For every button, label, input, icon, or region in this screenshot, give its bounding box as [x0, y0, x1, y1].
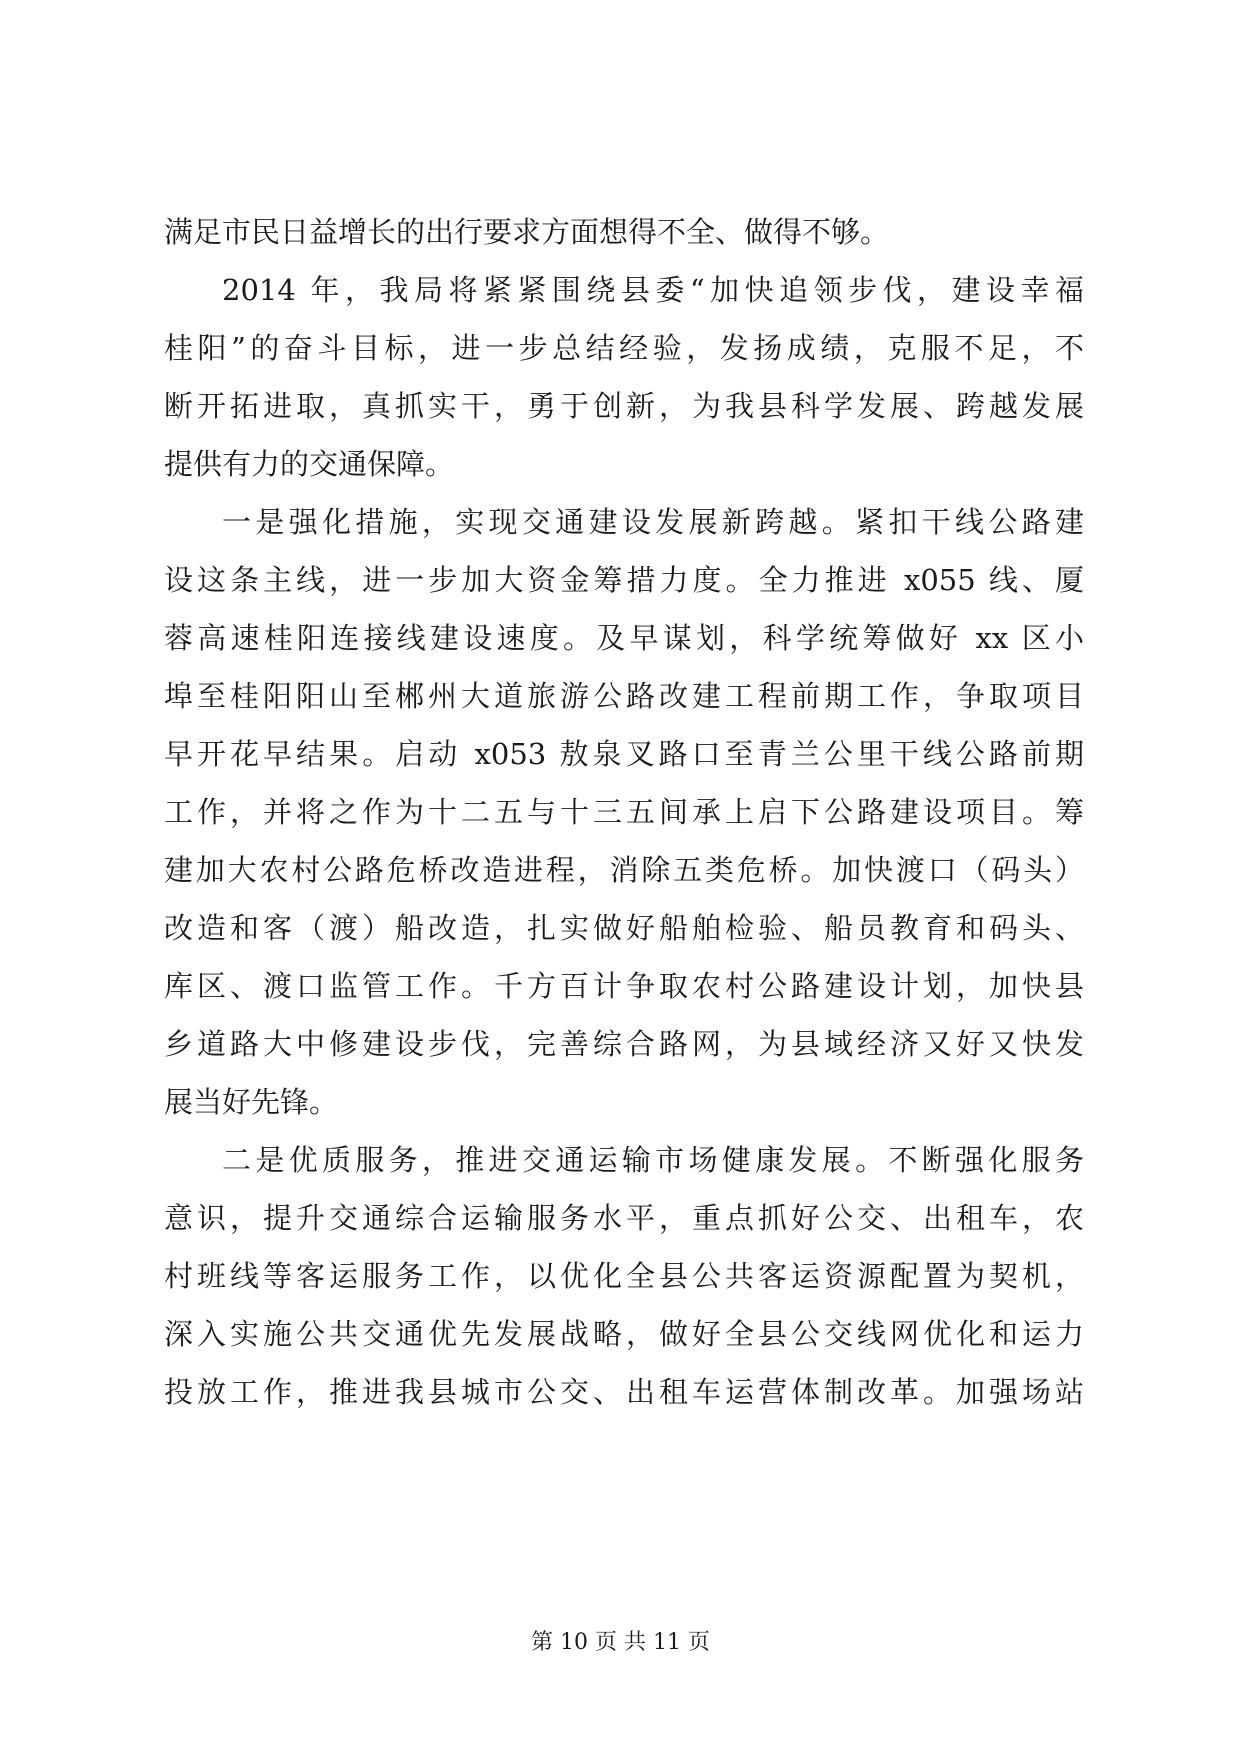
text-line: 一是强化措施，实现交通建设发展新跨越。紧扣干线公路建 — [222, 505, 1084, 539]
text-line: 提供有力的交通保障。 — [164, 447, 455, 481]
document-body — [164, 203, 1084, 1421]
text-line: 意识，提升交通综合运输服务水平，重点抓好公交、出租车，农 — [164, 1201, 1084, 1235]
text-line: 埠至桂阳阳山至郴州大道旅游公路改建工程前期工作，争取项目 — [164, 679, 1084, 713]
text-line: 2014 年，我局将紧紧围绕县委“加快追领步伐，建设幸福 — [222, 273, 1084, 307]
text-line: 二是优质服务，推进交通运输市场健康发展。不断强化服务 — [222, 1143, 1084, 1177]
text-line: 展当好先锋。 — [164, 1085, 339, 1119]
text-line: 投放工作，推进我县城市公交、出租车运营体制改革。加强场站 — [164, 1375, 1084, 1409]
page-footer: 第 10 页 共 11 页 — [531, 1630, 710, 1655]
text-line: 库区、渡口监管工作。千方百计争取农村公路建设计划，加快县 — [164, 969, 1084, 1003]
text-line: 乡道路大中修建设步伐，完善综合路网，为县域经济又好又快发 — [164, 1027, 1084, 1061]
text-line: 断开拓进取，真抓实干，勇于创新，为我县科学发展、跨越发展 — [164, 389, 1084, 423]
text-line: 蓉高速桂阳连接线建设速度。及早谋划，科学统筹做好 xx 区小 — [164, 621, 1084, 655]
text-line: 桂阳”的奋斗目标，进一步总结经验，发扬成绩，克服不足，不 — [164, 331, 1084, 365]
text-line: 改造和客（渡）船改造，扎实做好船舶检验、船员教育和码头、 — [164, 911, 1084, 945]
paragraph — [164, 493, 1084, 1131]
text-line: 早开花早结果。启动 x053 敖泉叉路口至青兰公里干线公路前期 — [164, 737, 1084, 771]
text-line: 工作，并将之作为十二五与十三五间承上启下公路建设项目。筹 — [164, 795, 1084, 829]
text-line: 深入实施公共交通优先发展战略，做好全县公交线网优化和运力 — [164, 1317, 1084, 1351]
paragraph — [164, 1131, 1084, 1421]
text-line: 设这条主线，进一步加大资金筹措力度。全力推进 x055 线、厦 — [164, 563, 1084, 597]
text-line: 村班线等客运服务工作，以优化全县公共客运资源配置为契机， — [164, 1259, 1084, 1293]
paragraph — [164, 261, 1084, 493]
paragraph — [164, 203, 1084, 261]
text-line: 建加大农村公路危桥改造进程，消除五类危桥。加快渡口（码头） — [164, 853, 1084, 887]
text-line: 满足市民日益增长的出行要求方面想得不全、做得不够。 — [164, 215, 890, 249]
